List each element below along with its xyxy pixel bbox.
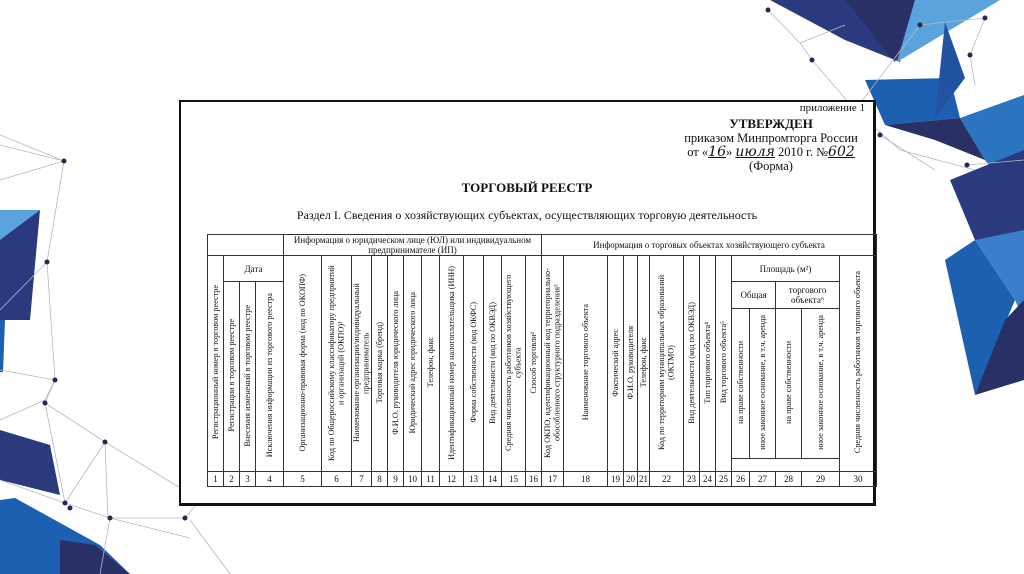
col-header-28: на праве собственности xyxy=(783,341,793,424)
approval-stamp xyxy=(671,117,871,173)
col-number: 4 xyxy=(256,472,284,487)
col-number: 30 xyxy=(840,472,877,487)
col-header-12: Идентификационный номер налогоплательщика (ИНН) xyxy=(446,265,456,460)
col-header-19: Фактический адрес xyxy=(610,328,620,397)
col-header-27: иное законное основание, в т.ч. аренда xyxy=(757,315,767,450)
col-header-9: Ф.И.О. руководителя юридического лица xyxy=(390,290,400,435)
col-header-24: Тип торгового объекта⁴ xyxy=(702,321,712,404)
col-header-21: Телефон, факс xyxy=(638,337,648,388)
col-number: 17 xyxy=(542,472,564,487)
col-header-3: Внесения изменений в торговом реестре xyxy=(242,304,252,447)
trade-register-table xyxy=(207,234,877,487)
group-date: Дата xyxy=(224,256,284,282)
col-number: 1 xyxy=(208,472,224,487)
date-prefix: от « xyxy=(687,145,709,159)
col-header-22: Код по территориям муниципальных образований (ОКТМО) xyxy=(657,275,676,450)
date-month: июля xyxy=(735,144,775,160)
col-number: 19 xyxy=(608,472,624,487)
form-document xyxy=(179,100,876,506)
col-number: 25 xyxy=(716,472,732,487)
col-header-2: Регистрации в торговом реестре xyxy=(226,319,236,432)
col-header-29: иное законное основание, в т.ч. аренда xyxy=(815,315,825,450)
col-header-16: Способ торговли² xyxy=(528,331,538,394)
column-number-row xyxy=(208,472,877,487)
col-header-13: Форма собственности (код ОКФС) xyxy=(468,302,478,423)
section-heading: Раздел I. Сведения о хозяйствующих субъектах, осуществляющих торговую деятельность xyxy=(296,208,758,222)
col-header-14: Вид деятельности (код по ОКВЭД) xyxy=(487,301,497,424)
document-title: ТОРГОВЫЙ РЕЕСТР xyxy=(461,180,593,195)
col-header-10: Юридический адрес юридического лица xyxy=(407,291,417,434)
blank-header-cell xyxy=(208,235,284,256)
col-number: 5 xyxy=(284,472,322,487)
date-mid: » xyxy=(725,145,736,159)
col-number: 7 xyxy=(352,472,372,487)
col-number: 14 xyxy=(484,472,502,487)
col-number: 21 xyxy=(638,472,650,487)
date-year: 2010 г. № xyxy=(774,145,829,159)
col-header-11: Телефон, факс xyxy=(425,337,435,388)
group-trade-objects: Информация о торговых объектах хозяйствующего субъекта xyxy=(542,235,877,256)
col-header-25: Вид торгового объекта⁵ xyxy=(718,321,728,404)
col-header-20: Ф.И.О. руководителя xyxy=(625,325,635,400)
col-header-6: Код по Общероссийскому классификатору предприятий и организаций (ОКПО)¹ xyxy=(327,264,346,461)
col-header-7: Наименование организации/индивидуальный предприниматель xyxy=(352,283,371,442)
form-label: (Форма) xyxy=(749,159,793,173)
col-number: 15 xyxy=(502,472,526,487)
col-number: 22 xyxy=(650,472,684,487)
appendix-label: приложение 1 xyxy=(799,102,865,114)
col-number: 9 xyxy=(388,472,404,487)
col-header-23: Вид деятельности (код по ОКВЭД) xyxy=(686,301,696,424)
group-area: Площадь (м²) xyxy=(732,256,840,282)
col-number: 11 xyxy=(422,472,440,487)
col-header-5: Организационно-правовая форма (код по ОКОПФ) xyxy=(297,273,307,452)
col-number: 29 xyxy=(802,472,840,487)
group-area-trade: торгового объекта⁶ xyxy=(776,282,840,309)
col-number: 26 xyxy=(732,472,750,487)
col-number: 27 xyxy=(750,472,776,487)
col-number: 3 xyxy=(240,472,256,487)
group-legal-entity: Информация о юридическом лице (ЮЛ) или индивидуальном предпринимателе (ИП) xyxy=(284,235,542,256)
approved-label: УТВЕРЖДЕН xyxy=(729,116,813,131)
col-number: 12 xyxy=(440,472,464,487)
col-number: 13 xyxy=(464,472,484,487)
col-header-30: Средняя численность работников торгового объекта xyxy=(853,271,863,454)
col-number: 10 xyxy=(404,472,422,487)
col-header-18: Наименование торгового объекта xyxy=(580,304,590,421)
order-date xyxy=(671,145,871,159)
col-number: 6 xyxy=(322,472,352,487)
order-line: приказом Минпромторга России xyxy=(684,131,858,145)
col-number: 28 xyxy=(776,472,802,487)
col-number: 20 xyxy=(624,472,638,487)
col-header-26: на праве собственности xyxy=(735,341,745,424)
col-header-8: Торговая марка (бренд) xyxy=(374,321,384,404)
col-number: 8 xyxy=(372,472,388,487)
col-number: 16 xyxy=(526,472,542,487)
col-header-15: Средняя численность работников хозяйствующего субъекта xyxy=(504,274,523,451)
col-header-1: Регистрационный номер в торговом реестре xyxy=(210,285,220,440)
order-number: 602 xyxy=(828,144,855,160)
col-number: 18 xyxy=(564,472,608,487)
col-header-17: Код ОКПО, идентификационный код территориально-обособленного структурного подразделения³ xyxy=(543,267,562,458)
col-header-4: Исключения информации из торгового реестра xyxy=(264,293,274,458)
col-number: 23 xyxy=(684,472,700,487)
group-area-total: Общая xyxy=(732,282,776,309)
col-number: 24 xyxy=(700,472,716,487)
col-number: 2 xyxy=(224,472,240,487)
date-day: 16 xyxy=(708,144,726,160)
